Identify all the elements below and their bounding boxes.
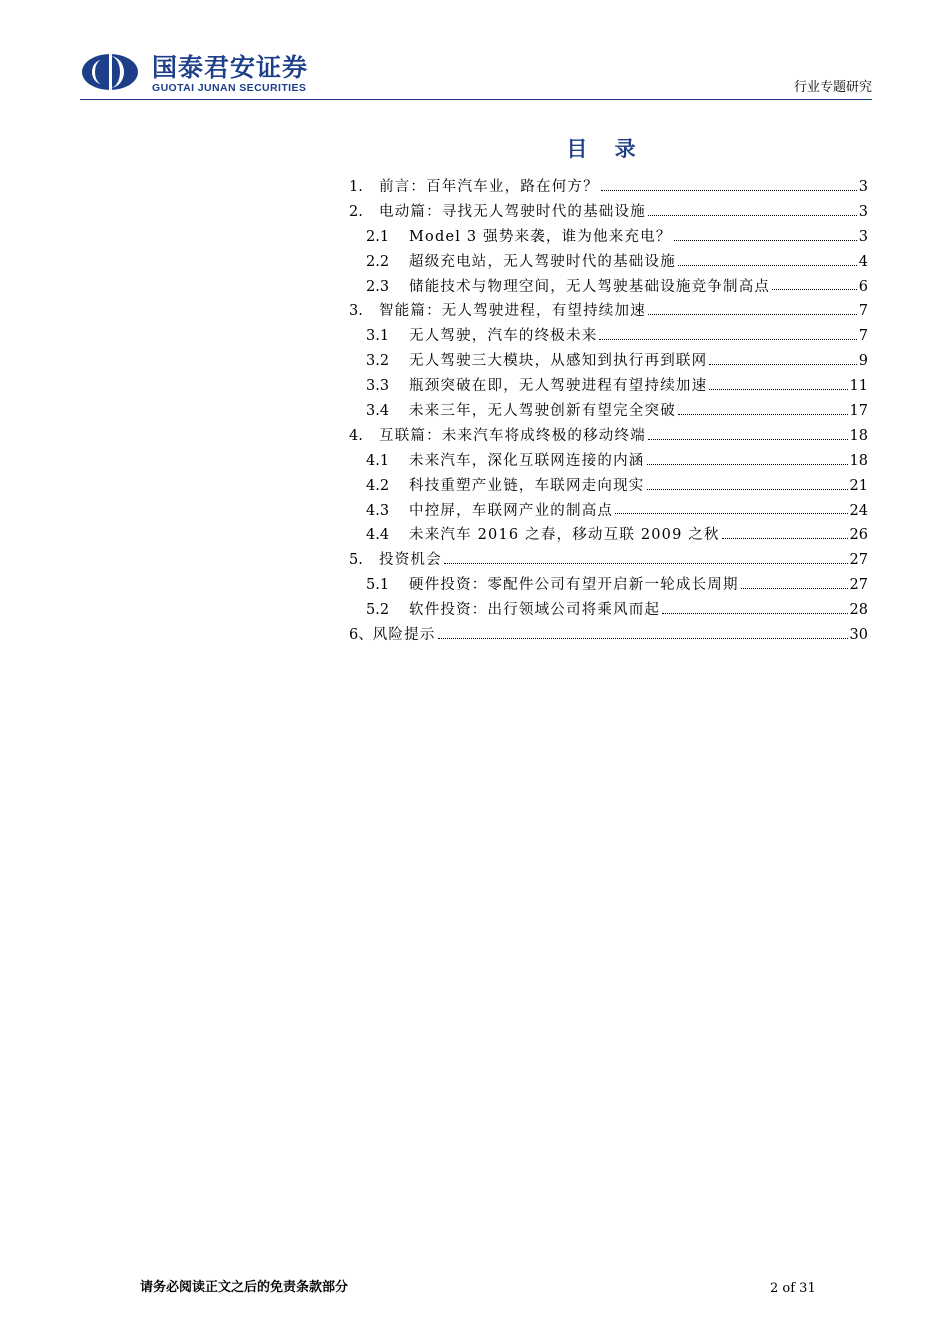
toc-entry-number: 1. <box>349 179 363 195</box>
toc-entry[interactable] <box>349 573 868 598</box>
toc-leader-dots <box>601 190 857 191</box>
toc-leader-dots <box>648 439 848 440</box>
toc-entry-number: 3.4 <box>366 403 390 420</box>
toc-entry-number: 6、 <box>349 627 373 644</box>
toc-entry-number: 2. <box>349 203 363 220</box>
toc-entry[interactable] <box>349 399 868 424</box>
toc-leader-dots <box>722 538 848 539</box>
toc-entry-page: 6 <box>858 278 868 295</box>
toc-leader-dots <box>647 489 848 490</box>
toc-entry-page: 28 <box>849 602 868 619</box>
toc-entry-title: 未来汽车，深化互联网连接的内涵 <box>409 452 645 469</box>
toc-entry-page: 11 <box>849 378 868 395</box>
toc-entry-title: 超级充电站，无人驾驶时代的基础设施 <box>409 253 676 270</box>
toc-entry-title: Model 3 强势来袭，谁为他来充电？ <box>409 228 672 245</box>
toc-entry-title: 投资机会 <box>379 552 442 569</box>
toc-leader-dots <box>709 364 856 365</box>
toc-entry[interactable] <box>349 299 868 324</box>
toc-entry-page: 17 <box>849 403 868 420</box>
toc-entry-title: 前言：百年汽车业，路在何方？ <box>379 179 599 195</box>
toc-entry-page: 18 <box>849 452 868 469</box>
toc-entry-number: 4.3 <box>366 502 390 519</box>
toc-entry[interactable] <box>349 424 868 449</box>
page-header <box>80 52 872 102</box>
toc-entry[interactable] <box>349 175 868 200</box>
toc-entry[interactable] <box>349 474 868 499</box>
toc-entry-page: 7 <box>858 328 868 345</box>
toc-leader-dots <box>741 588 848 589</box>
toc-entry-page: 21 <box>849 477 868 494</box>
toc-entry-title: 软件投资：出行领域公司将乘风而起 <box>409 602 661 619</box>
toc-entry[interactable] <box>349 548 868 573</box>
toc-entry-page: 27 <box>849 577 868 594</box>
toc-entry-page: 24 <box>849 502 868 519</box>
toc-leader-dots <box>674 240 857 241</box>
toc-entry-number: 5.1 <box>366 577 390 594</box>
toc-entry-page: 4 <box>858 253 868 270</box>
toc-entry[interactable] <box>349 250 868 275</box>
toc-entry[interactable] <box>349 225 868 250</box>
toc-leader-dots <box>438 638 848 639</box>
toc-entry-number: 2.2 <box>366 253 390 270</box>
toc-title: 目 录 <box>566 137 646 161</box>
toc-entry-title: 科技重塑产业链，车联网走向现实 <box>409 477 645 494</box>
toc-entry[interactable] <box>349 349 868 374</box>
toc-entry-page: 7 <box>858 303 868 320</box>
toc-entry-title: 风险提示 <box>372 627 436 644</box>
toc-entry-number: 3. <box>349 303 363 320</box>
toc-leader-dots <box>648 215 857 216</box>
table-of-contents <box>349 175 868 648</box>
toc-entry-title: 互联篇：未来汽车将成终极的移动终端 <box>379 427 646 444</box>
toc-entry-title: 瓶颈突破在即，无人驾驶进程有望持续加速 <box>409 378 708 395</box>
toc-entry-title: 无人驾驶三大模块，从感知到执行再到联网 <box>409 353 708 370</box>
disclaimer-note: 请务必阅读正文之后的免责条款部分 <box>140 1280 349 1295</box>
company-name-cn: 国泰君安证券 <box>152 53 309 82</box>
toc-entry-number: 5. <box>349 552 363 569</box>
toc-entry-title: 未来三年，无人驾驶创新有望完全突破 <box>409 403 676 420</box>
toc-entry-page: 26 <box>849 527 868 544</box>
toc-leader-dots <box>444 563 848 564</box>
toc-entry-number: 4.2 <box>366 477 390 494</box>
toc-entry-number: 5.2 <box>366 602 390 619</box>
toc-leader-dots <box>599 339 856 340</box>
toc-entry-number: 2.3 <box>366 278 390 295</box>
company-logo-icon <box>80 52 140 92</box>
toc-leader-dots <box>678 265 857 266</box>
toc-entry-number: 4.1 <box>366 452 390 469</box>
company-name-en: GUOTAI JUNAN SECURITIES <box>152 82 307 94</box>
toc-entry[interactable] <box>349 374 868 399</box>
toc-leader-dots <box>678 414 848 415</box>
toc-entry[interactable] <box>349 523 868 548</box>
toc-entry-title: 未来汽车 2016 之春，移动互联 2009 之秋 <box>409 527 720 544</box>
toc-entry-number: 3.2 <box>366 353 390 370</box>
toc-entry-page: 30 <box>849 627 868 644</box>
toc-entry-number: 2.1 <box>366 228 390 245</box>
toc-entry[interactable] <box>349 200 868 225</box>
toc-entry-page: 18 <box>849 427 868 444</box>
toc-entry-number: 4.4 <box>366 527 390 544</box>
toc-leader-dots <box>647 464 848 465</box>
toc-entry-title: 电动篇：寻找无人驾驶时代的基础设施 <box>379 203 646 220</box>
toc-entry[interactable] <box>349 449 868 474</box>
toc-entry-page: 9 <box>858 353 868 370</box>
toc-leader-dots <box>615 513 847 514</box>
toc-entry-number: 4. <box>349 427 363 444</box>
toc-leader-dots <box>648 314 857 315</box>
header-divider <box>80 99 872 100</box>
toc-entry[interactable] <box>349 324 868 349</box>
toc-leader-dots <box>772 289 857 290</box>
toc-entry-title: 无人驾驶，汽车的终极未来 <box>409 328 598 345</box>
toc-entry-page: 3 <box>858 228 868 245</box>
toc-entry-number: 3.3 <box>366 378 390 395</box>
toc-entry-page: 27 <box>849 552 868 569</box>
toc-entry-title: 储能技术与物理空间，无人驾驶基础设施竞争制高点 <box>409 278 771 295</box>
toc-entry-title: 硬件投资：零配件公司有望开启新一轮成长周期 <box>409 577 739 594</box>
toc-entry-title: 智能篇：无人驾驶进程，有望持续加速 <box>379 303 646 320</box>
toc-entry-number: 3.1 <box>366 328 390 345</box>
toc-entry-page: 3 <box>858 203 868 220</box>
toc-leader-dots <box>709 389 847 390</box>
toc-entry[interactable] <box>349 598 868 623</box>
toc-entry-title: 中控屏，车联网产业的制高点 <box>409 502 614 519</box>
toc-entry[interactable] <box>349 623 868 648</box>
report-type-label: 行业专题研究 <box>793 80 872 95</box>
toc-entry[interactable] <box>349 275 868 300</box>
toc-entry[interactable] <box>349 499 868 524</box>
page-indicator: 2 of 31 <box>770 1281 816 1296</box>
toc-leader-dots <box>662 613 847 614</box>
toc-entry-page: 3 <box>858 179 868 195</box>
